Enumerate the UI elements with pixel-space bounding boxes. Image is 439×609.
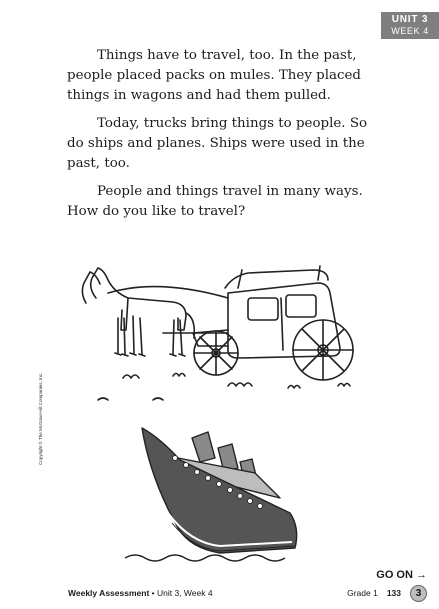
paragraph-2 [67, 114, 387, 174]
line: people placed packs on mules. They placed [67, 68, 361, 83]
circle-number-badge: 3 [410, 585, 427, 602]
line: Things have to travel, too. In the past, [97, 48, 357, 63]
paragraph-1 [67, 46, 387, 106]
story-text [67, 46, 387, 230]
assessment-title: Weekly Assessment [68, 588, 150, 598]
unit-week-tab [381, 12, 439, 39]
coach-illustration [78, 258, 368, 413]
go-on-label: GO ON → [376, 569, 427, 581]
line: People and things travel in many ways. [97, 184, 363, 199]
page-number: 133 [386, 588, 401, 598]
line: things in wagons and had them pulled. [67, 88, 331, 103]
ship-illustration [120, 418, 310, 568]
footer-right [347, 584, 427, 602]
footer-title [68, 588, 213, 598]
page-footer [0, 584, 439, 604]
week-label: WEEK 4 [391, 26, 429, 36]
grade-label: Grade 1 [347, 588, 378, 598]
copyright-notice: Copyright © The McGraw-Hill Companies, Inc. [38, 372, 43, 465]
unit-label: UNIT 3 [391, 14, 429, 25]
line: How do you like to travel? [67, 204, 246, 219]
line: do ships and planes. Ships were used in the [67, 136, 365, 151]
assessment-subtitle: • Unit 3, Week 4 [149, 588, 213, 598]
line: Today, trucks bring things to people. So [97, 116, 368, 131]
paragraph-3 [67, 182, 387, 222]
line: past, too. [67, 156, 130, 171]
